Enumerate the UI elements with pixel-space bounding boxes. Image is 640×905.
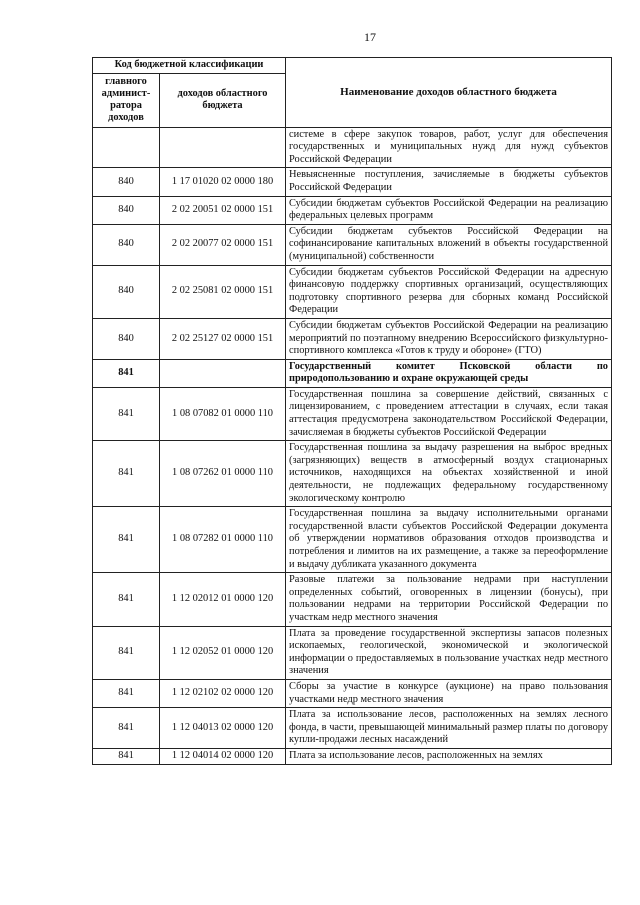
admin-code-cell	[93, 127, 160, 168]
revenue-code-cell: 1 12 02102 02 0000 120	[160, 679, 286, 707]
admin-code-cell: 840	[93, 265, 160, 318]
revenue-code-cell	[160, 359, 286, 387]
revenue-name-cell: Субсидии бюджетам субъектов Российской Федерации на реализацию федеральных целевых программ	[286, 196, 612, 224]
table-row	[93, 708, 612, 749]
admin-code-cell: 841	[93, 708, 160, 749]
admin-column-header: главного админист-ратора доходов	[93, 73, 160, 127]
revenue-name-cell: Государственная пошлина за выдачу исполнительными органами государственной власти субъектов Российской Федерации документа об утверждении нормативов образования отходов производства и потребления и лимитов на их размещение, а также за переоформление и выдачу дубликата указанного документа	[286, 507, 612, 573]
table-row	[93, 127, 612, 168]
classification-group-header: Код бюджетной классификации	[93, 58, 286, 74]
table-row	[93, 507, 612, 573]
revenue-name-cell: Субсидии бюджетам субъектов Российской Федерации на адресную финансовую поддержку спортивных организаций, осуществляющих подготовку спортивного резерва для сборных команд Российской Федерации	[286, 265, 612, 318]
revenue-name-cell: Государственная пошлина за выдачу разрешения на выброс вредных (загрязняющих) веществ в атмосферный воздух стационарных источников, находящихся на объектах хозяйственной и иной деятельности, не подлежащих федеральному государственному экологическому контролю	[286, 441, 612, 507]
revenue-code-cell: 1 12 02052 01 0000 120	[160, 626, 286, 679]
revenue-code-cell: 1 08 07082 01 0000 110	[160, 387, 286, 440]
revenue-name-cell: Плата за проведение государственной экспертизы запасов полезных ископаемых, геологической, экономической и экологической информации о предоставляемых в пользование участках недр местного значения	[286, 626, 612, 679]
revenue-name-cell: системе в сфере закупок товаров, работ, услуг для обеспечения государственных и муниципальных нужд для нужд субъектов Российской Федерации	[286, 127, 612, 168]
revenue-name-cell: Государственный комитет Псковской области по природопользованию и охране окружающей среды	[286, 359, 612, 387]
table-row	[93, 626, 612, 679]
table-row	[93, 573, 612, 626]
revenue-name-cell: Разовые платежи за пользование недрами при наступлении определенных событий, оговоренных в лицензии (бонусы), при пользовании недрами на территории Российской Федерации по участкам недр местного значения	[286, 573, 612, 626]
revenue-code-cell: 2 02 20051 02 0000 151	[160, 196, 286, 224]
admin-code-cell: 840	[93, 224, 160, 265]
table-row	[93, 387, 612, 440]
admin-code-cell: 841	[93, 679, 160, 707]
revenue-code-cell: 1 08 07262 01 0000 110	[160, 441, 286, 507]
revenue-name-cell: Государственная пошлина за совершение действий, связанных с лицензированием, с проведением аттестации в случаях, если такая аттестация предусмотрена законодательством Российской Федерации, зачисляемая в бюджеты субъектов Российской Федерации	[286, 387, 612, 440]
table-row	[93, 168, 612, 196]
table-row	[93, 196, 612, 224]
admin-code-cell: 841	[93, 573, 160, 626]
revenue-name-cell: Плата за использование лесов, расположенных на землях лесного фонда, в части, превышающей минимальный размер платы по договору купли-продажи лесных насаждений	[286, 708, 612, 749]
revenue-code-cell	[160, 127, 286, 168]
admin-code-cell: 840	[93, 318, 160, 359]
table-row	[93, 318, 612, 359]
admin-code-cell: 840	[93, 168, 160, 196]
admin-code-cell: 841	[93, 507, 160, 573]
page-number: 17	[364, 30, 376, 44]
admin-code-cell: 841	[93, 359, 160, 387]
revenue-code-cell: 1 12 04014 02 0000 120	[160, 748, 286, 764]
admin-code-cell: 841	[93, 441, 160, 507]
revenue-name-cell: Плата за использование лесов, расположенных на землях	[286, 748, 612, 764]
name-column-header: Наименование доходов областного бюджета	[286, 58, 612, 128]
table-row	[93, 748, 612, 764]
table-row	[93, 441, 612, 507]
table-row	[93, 224, 612, 265]
revenue-code-cell: 1 17 01020 02 0000 180	[160, 168, 286, 196]
revenue-code-cell: 1 12 04013 02 0000 120	[160, 708, 286, 749]
revenue-code-cell: 1 08 07282 01 0000 110	[160, 507, 286, 573]
revenue-code-cell: 1 12 02012 01 0000 120	[160, 573, 286, 626]
table-row	[93, 265, 612, 318]
revenue-code-cell: 2 02 20077 02 0000 151	[160, 224, 286, 265]
admin-code-cell: 840	[93, 196, 160, 224]
admin-code-cell: 841	[93, 626, 160, 679]
table-section-row	[93, 359, 612, 387]
budget-classification-table	[92, 57, 612, 765]
admin-code-cell: 841	[93, 748, 160, 764]
revenue-name-cell: Невыясненные поступления, зачисляемые в бюджеты субъектов Российской Федерации	[286, 168, 612, 196]
revenue-name-cell: Субсидии бюджетам субъектов Российской Федерации на софинансирование капитальных вложений в объекты государственной (муниципальной) собственности	[286, 224, 612, 265]
table-body	[93, 127, 612, 764]
revenue-code-cell: 2 02 25127 02 0000 151	[160, 318, 286, 359]
admin-code-cell: 841	[93, 387, 160, 440]
revenue-name-cell: Субсидии бюджетам субъектов Российской Федерации на реализацию мероприятий по поэтапному внедрению Всероссийского физкультурно-спортивного комплекса «Готов к труду и обороне» (ГТО)	[286, 318, 612, 359]
revenue-code-column-header: доходов областного бюджета	[160, 73, 286, 127]
revenue-name-cell: Сборы за участие в конкурсе (аукционе) на право пользования участками недр местного значения	[286, 679, 612, 707]
revenue-code-cell: 2 02 25081 02 0000 151	[160, 265, 286, 318]
table-row	[93, 679, 612, 707]
